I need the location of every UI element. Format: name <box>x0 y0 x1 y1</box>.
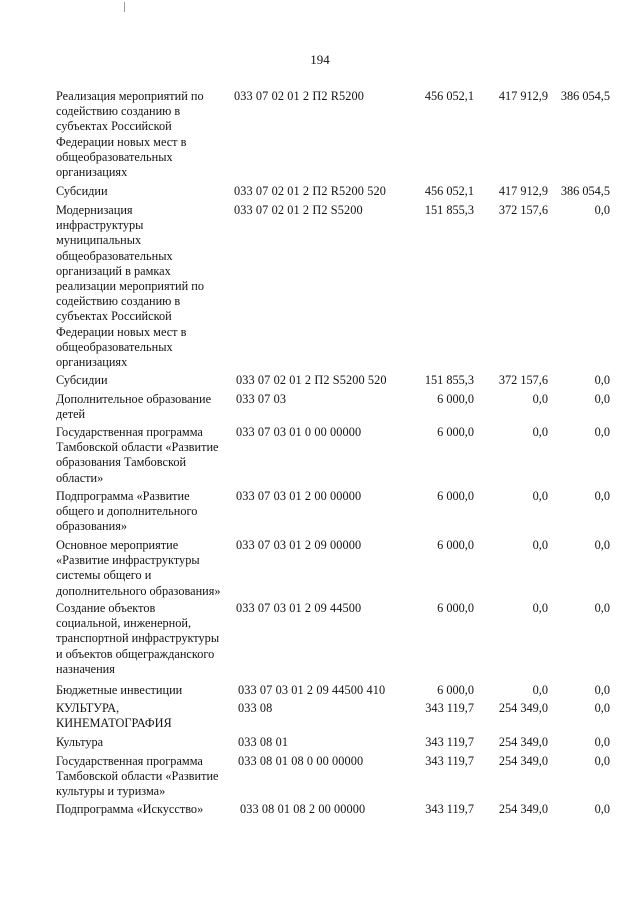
row-code: 033 07 03 <box>236 392 287 406</box>
value-col-2: 372 157,6 <box>498 203 548 217</box>
row-code: 033 07 02 01 2 П2 R5200 520 <box>234 184 386 198</box>
value-col-3: 0,0 <box>594 425 610 439</box>
value-col-2: 372 157,6 <box>498 373 548 387</box>
value-col-3: 0,0 <box>594 489 610 503</box>
value-col-3: 0,0 <box>594 601 610 615</box>
row-code: 033 07 03 01 2 09 00000 <box>236 538 362 552</box>
value-col-1: 6 000,0 <box>437 489 474 503</box>
row-code: 033 08 01 08 2 00 00000 <box>240 802 366 816</box>
row-name: Субсидии <box>56 373 108 387</box>
row-code: 033 07 03 01 0 00 00000 <box>236 425 362 439</box>
value-col-2: 417 912,9 <box>498 89 548 103</box>
value-col-2: 0,0 <box>532 489 548 503</box>
value-col-2: 417 912,9 <box>498 184 548 198</box>
value-col-2: 0,0 <box>532 601 548 615</box>
scan-mark <box>124 2 125 12</box>
row-code: 033 07 02 01 2 П2 S5200 <box>234 203 363 217</box>
row-name: Создание объектов социальной, инженерной, транспортной инфраструктуры и объектов общегражданского назначения <box>56 601 220 676</box>
value-col-1: 151 855,3 <box>424 203 474 217</box>
row-name: Подпрограмма «Развитие общего и дополнительного образования» <box>56 489 198 534</box>
value-col-3: 0,0 <box>594 683 610 697</box>
value-col-2: 0,0 <box>532 392 548 406</box>
row-name: Бюджетные инвестиции <box>56 683 183 697</box>
value-col-3: 386 054,5 <box>560 184 610 198</box>
row-name: Модернизация инфраструктуры муниципальных общеобразовательных организаций в рамках реализации мероприятий по содействию созданию в субъектах Российской Федерации новых мест в общеобразовательных организациях <box>56 203 205 370</box>
value-col-1: 343 119,7 <box>425 754 474 768</box>
value-col-1: 343 119,7 <box>425 701 474 715</box>
value-col-3: 0,0 <box>594 538 610 552</box>
row-name: Государственная программа Тамбовской области «Развитие культуры и туризма» <box>56 754 219 799</box>
row-name: КУЛЬТУРА, КИНЕМАТОГРАФИЯ <box>56 701 172 731</box>
row-code: 033 07 02 01 2 П2 R5200 <box>234 89 365 103</box>
value-col-2: 254 349,0 <box>498 802 548 816</box>
value-col-3: 386 054,5 <box>560 89 610 103</box>
row-code: 033 07 03 01 2 00 00000 <box>236 489 362 503</box>
row-name: Основное мероприятие «Развитие инфраструктуры системы общего и дополнительного образования» <box>56 538 221 598</box>
row-code: 033 07 02 01 2 П2 S5200 520 <box>236 373 387 387</box>
row-name: Подпрограмма «Искусство» <box>56 802 204 816</box>
value-col-3: 0,0 <box>594 701 610 715</box>
page-number: 194 <box>310 52 330 67</box>
row-code: 033 08 <box>238 701 273 715</box>
row-code: 033 07 03 01 2 09 44500 410 <box>238 683 386 697</box>
value-col-1: 6 000,0 <box>437 392 474 406</box>
value-col-1: 456 052,1 <box>424 184 474 198</box>
value-col-3: 0,0 <box>594 203 610 217</box>
value-col-1: 343 119,7 <box>425 735 474 749</box>
value-col-1: 6 000,0 <box>437 601 474 615</box>
row-code: 033 08 01 <box>238 735 289 749</box>
value-col-1: 151 855,3 <box>424 373 474 387</box>
row-name: Дополнительное образование детей <box>56 392 212 422</box>
value-col-2: 254 349,0 <box>498 754 548 768</box>
value-col-2: 254 349,0 <box>498 701 548 715</box>
value-col-1: 456 052,1 <box>424 89 474 103</box>
value-col-2: 0,0 <box>532 425 548 439</box>
row-name: Субсидии <box>56 184 108 198</box>
row-name: Культура <box>56 735 104 749</box>
row-name: Реализация мероприятий по содействию созданию в субъектах Российской Федерации новых мест в общеобразовательных организациях <box>56 89 204 180</box>
row-code: 033 07 03 01 2 09 44500 <box>236 601 362 615</box>
value-col-2: 254 349,0 <box>498 735 548 749</box>
value-col-3: 0,0 <box>594 754 610 768</box>
value-col-2: 0,0 <box>532 538 548 552</box>
row-code: 033 08 01 08 0 00 00000 <box>238 754 364 768</box>
value-col-3: 0,0 <box>594 373 610 387</box>
value-col-1: 6 000,0 <box>437 683 474 697</box>
value-col-2: 0,0 <box>532 683 548 697</box>
value-col-1: 6 000,0 <box>437 425 474 439</box>
value-col-3: 0,0 <box>594 735 610 749</box>
value-col-1: 6 000,0 <box>437 538 474 552</box>
row-name: Государственная программа Тамбовской области «Развитие образования Тамбовской области» <box>56 425 219 485</box>
value-col-3: 0,0 <box>594 392 610 406</box>
value-col-1: 343 119,7 <box>425 802 474 816</box>
value-col-3: 0,0 <box>594 802 610 816</box>
